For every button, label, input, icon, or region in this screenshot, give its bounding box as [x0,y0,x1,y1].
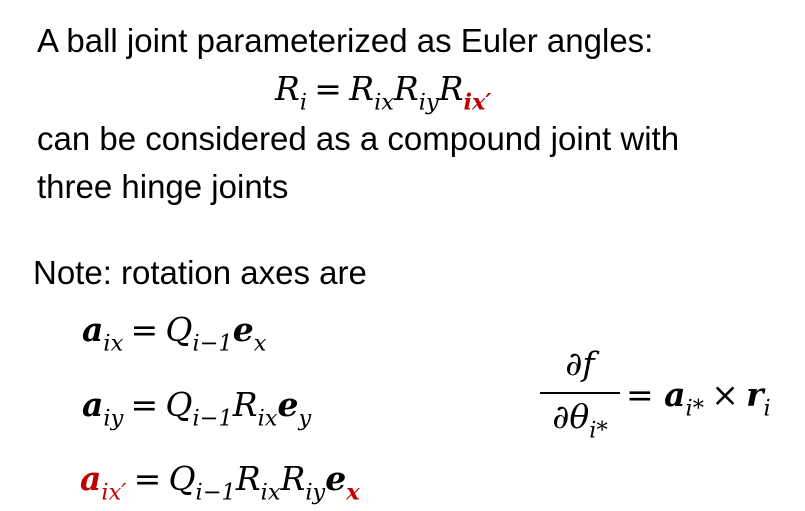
axis-x-prime-equation: $a_{ix'} = Q_{i-1}R_{ix}R_{iy}e_x$ [80,459,360,506]
fraction-denominator: $\partial\theta_{i*}$ [552,397,608,444]
highlighted-subscript: ix′ [463,89,492,116]
axis-y-equation: $a_{iy} = Q_{i-1}R_{ix}e_y$ [82,385,312,432]
note-label: Note: rotation axes are [33,254,367,291]
axis-x-equation: $a_{ix} = Q_{i-1}e_x$ [82,310,267,357]
intro-line-2: can be considered as a compound joint with [37,120,680,157]
derivative-rhs: = $a_{i*} \times r_i$ [626,375,771,422]
fraction-numerator: ∂f [565,344,595,383]
rotation-equation: $R_i = R_{ix}R_{iy}R_{ix'}$ [275,69,492,116]
intro-line-3: three hinge joints [37,168,289,205]
partial-derivative-fraction [540,344,620,457]
intro-line-1: A ball joint parameterized as Euler angles: [37,22,654,59]
fraction-bar [540,392,620,394]
